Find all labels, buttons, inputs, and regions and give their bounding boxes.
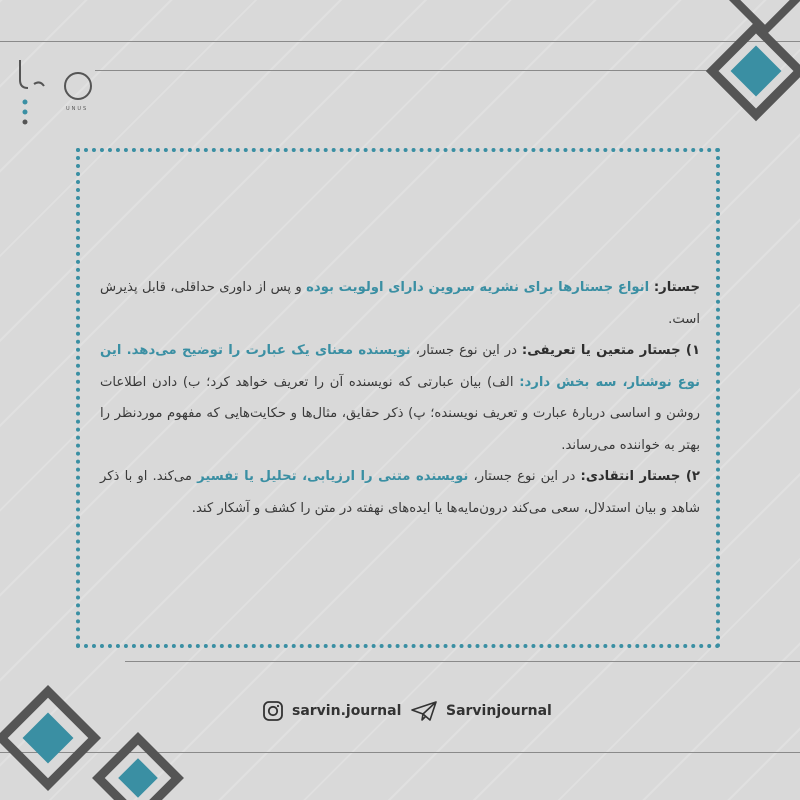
section-heading: ۲) جستار انتقادی:: [580, 469, 700, 484]
logo-caption: UNUS: [66, 106, 89, 112]
telegram-handle: Sarvinjournal: [446, 703, 552, 719]
body-text: الف) بیان عبارتی که نویسنده آن را تعریف خواهد کرد؛ ب) دادن اطلاعات روشن و اساسی دربارهٔ عبارت و تعریف نویسنده؛ پ) ذکر حقایق، مثال‌ها و حکایت‌هایی که مفهوم موردنظر را بهتر به خواننده می‌رساند.: [100, 374, 700, 453]
body-text: و پس از داوری حداقلی، قابل پذیرش است.: [100, 280, 700, 327]
instagram-link[interactable]: [262, 696, 401, 726]
diamond-decoration-top-corner: [720, 0, 800, 40]
paragraph-definition: [100, 272, 700, 335]
highlight-text: نویسنده معنای یک عبارت را توضیح می‌دهد. این نوع نوشتار، سه بخش دارد:: [100, 343, 701, 390]
top-divider-inner: [95, 70, 715, 71]
body-text: در این نوع جستار،: [410, 343, 522, 358]
bottom-divider: [125, 661, 800, 662]
paragraph-definitional-essay: [100, 335, 700, 461]
top-divider: [0, 41, 800, 42]
highlight-text: انواع جستارها برای نشریه سروین دارای اولویت بوده: [306, 280, 654, 295]
instagram-handle: sarvin.journal: [292, 703, 402, 719]
body-text: می‌کند. او با ذکر شاهد و بیان استدلال، سعی می‌کند درون‌مایه‌ها یا ایده‌های نهفته در متن را کشف و آشکار کند.: [100, 469, 700, 516]
article-body: [100, 272, 700, 524]
term-label: جستار:: [653, 280, 700, 295]
telegram-link[interactable]: [410, 696, 552, 726]
instagram-icon: [262, 700, 284, 722]
diamond-decoration-bottom: [80, 720, 200, 800]
highlight-text: نویسنده متنی را ارزیابی، تحلیل یا تفسیر: [197, 469, 469, 484]
paragraph-critical-essay: [100, 461, 700, 524]
section-heading: ۱) جستار متعین یا تعریفی:: [521, 343, 700, 358]
telegram-icon: [410, 700, 438, 722]
brand-logo: [10, 58, 100, 138]
body-text: در این نوع جستار،: [468, 469, 581, 484]
